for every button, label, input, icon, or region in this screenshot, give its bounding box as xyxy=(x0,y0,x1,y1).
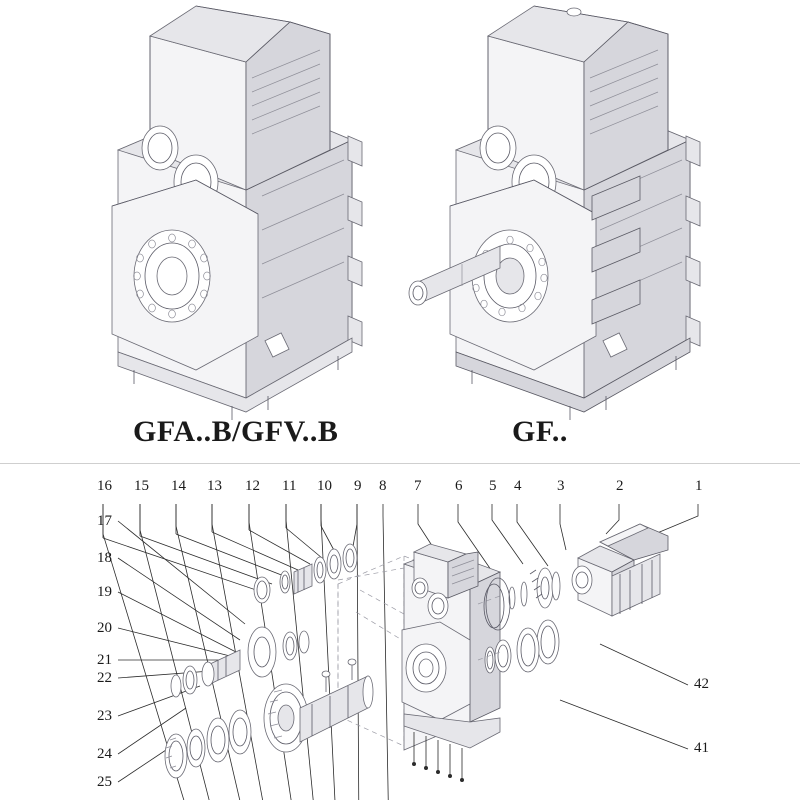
callout-41: 41 xyxy=(694,740,709,756)
callout-3: 3 xyxy=(557,478,565,494)
exploded-view-section xyxy=(0,464,800,800)
callout-18: 18 xyxy=(97,550,112,566)
callout-22: 22 xyxy=(97,670,112,686)
callout-16: 16 xyxy=(97,478,112,494)
callout-9: 9 xyxy=(354,478,362,494)
callout-19: 19 xyxy=(97,584,112,600)
callout-14: 14 xyxy=(171,478,186,494)
callout-2: 2 xyxy=(616,478,624,494)
callout-20: 20 xyxy=(97,620,112,636)
callout-15: 15 xyxy=(134,478,149,494)
callout-7: 7 xyxy=(414,478,422,494)
callout-12: 12 xyxy=(245,478,260,494)
left-gearbox-drawing xyxy=(112,6,362,420)
motor-input-unit xyxy=(572,524,668,616)
callout-24: 24 xyxy=(97,746,112,762)
right-gearbox-drawing xyxy=(409,6,700,420)
callout-1: 1 xyxy=(695,478,703,494)
callout-11: 11 xyxy=(282,478,297,494)
callout-17: 17 xyxy=(97,513,112,529)
upper-shaft-row xyxy=(254,544,357,603)
left-view-caption: GFA..B/GFV..B xyxy=(133,415,339,448)
callout-25: 25 xyxy=(97,774,112,790)
callout-4: 4 xyxy=(514,478,522,494)
exploded-parts-drawing xyxy=(0,464,800,800)
callout-13: 13 xyxy=(207,478,222,494)
callout-10: 10 xyxy=(317,478,332,494)
callout-5: 5 xyxy=(489,478,497,494)
callout-23: 23 xyxy=(97,708,112,724)
callout-8: 8 xyxy=(379,478,387,494)
callout-6: 6 xyxy=(455,478,463,494)
callout-21: 21 xyxy=(97,652,112,668)
callout-42: 42 xyxy=(694,676,709,692)
right-view-caption: GF.. xyxy=(512,415,568,448)
